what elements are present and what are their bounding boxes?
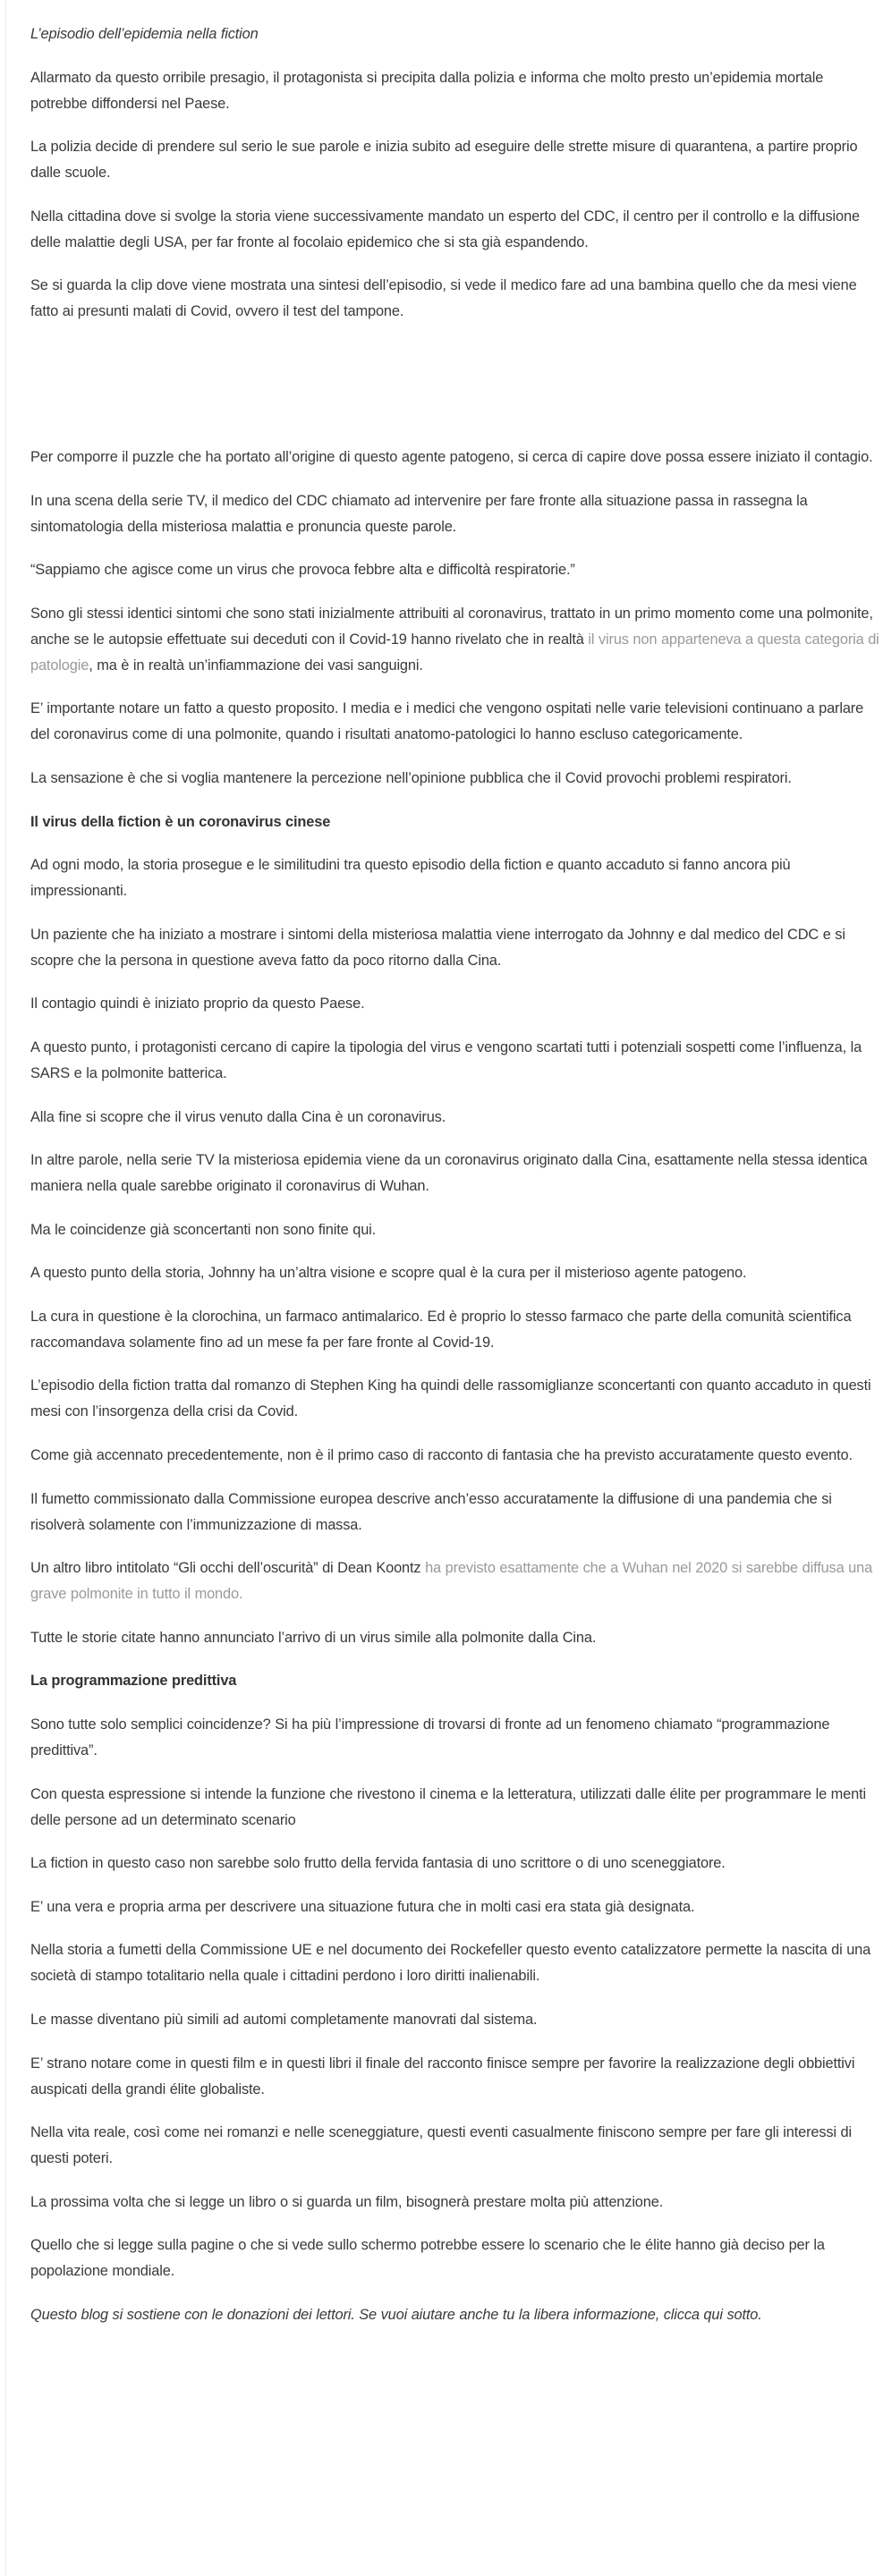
paragraph: Come già accennato precedentemente, non è il primo caso di racconto di fantasia che ha previsto accuratamente questo evento. — [30, 1447, 853, 1464]
paragraph-with-link — [30, 601, 879, 679]
paragraph: Alla fine si scopre che il virus venuto dalla Cina è un coronavirus. — [30, 1108, 446, 1125]
paragraph: Ad ogni modo, la storia prosegue e le similitudini tra questo episodio della fiction e quanto accaduto si fanno ancora più impressionanti. — [30, 857, 791, 900]
paragraph: E’ una vera e propria arma per descrivere una situazione futura che in molti casi era stata già designata. — [30, 1898, 695, 1915]
paragraph: La cura in questione è la clorochina, un farmaco antimalarico. Ed è proprio lo stesso farmaco che parte della comunità scientifica raccomandava solamente fino ad un mese fa per fare fronte al Covid-19. — [30, 1308, 852, 1351]
paragraph: Il fumetto commissionato dalla Commissione europea descrive anch’esso accuratamente la diffusione di una pandemia che si risolverà solamente con l’immunizzazione di massa. — [30, 1490, 832, 1533]
paragraph: In altre parole, nella serie TV la misteriosa epidemia viene da un coronavirus originato dalla Cina, esattamente nella stessa identica maniera nella quale sarebbe originato il coronavirus di Wuhan. — [30, 1152, 868, 1195]
text-segment: , ma è in realtà un’infiammazione dei vasi sanguigni. — [89, 657, 423, 674]
paragraph-with-link — [30, 1555, 879, 1607]
dean-koontz-link[interactable]: ha previsto esattamente che a Wuhan nel 2020 si sarebbe diffusa una grave polmonite in tutto il mondo. — [30, 1560, 873, 1603]
paragraph: Nella vita reale, così come nei romanzi e nelle sceneggiature, questi eventi casualmente finiscono sempre per fare gli interessi di questi poteri. — [30, 2124, 852, 2167]
paragraph: Le masse diventano più simili ad automi completamente manovrati dal sistema. — [30, 2012, 538, 2028]
autopsy-article-link[interactable]: il virus non apparteneva a questa categoria di patologie — [30, 631, 879, 674]
paragraph: L’episodio della fiction tratta dal romanzo di Stephen King ha quindi delle rassomiglianze sconcertanti con quanto accaduto in questi mesi con l’insorgenza della crisi da Covid. — [30, 1377, 871, 1420]
paragraph: La fiction in questo caso non sarebbe solo frutto della fervida fantasia di uno scrittore o di uno sceneggiatore. — [30, 1855, 726, 1872]
donation-note-italic: Questo blog si sostiene con le donazioni dei lettori. Se vuoi aiutare anche tu la libera informazione, clicca qui sotto. — [30, 2306, 762, 2323]
paragraph: Il contagio quindi è iniziato proprio da questo Paese. — [30, 996, 365, 1013]
section-intro-italic: L’episodio dell’epidemia nella fiction — [30, 26, 259, 42]
paragraph: La prossima volta che si legge un libro o si guarda un film, bisognerà prestare molta più attenzione. — [30, 2193, 664, 2210]
paragraph: Tutte le storie citate hanno annunciato l’arrivo di un virus simile alla polmonite dalla Cina. — [30, 1629, 597, 1646]
paragraph: In una scena della serie TV, il medico del CDC chiamato ad intervenire per fare fronte alla situazione passa in rassegna la sintomatologia della misteriosa malattia e pronuncia queste parole. — [30, 492, 808, 535]
paragraph: E’ importante notare un fatto a questo proposito. I media e i medici che vengono ospitati nelle varie televisioni continuano a parlare del coronavirus come di una polmonite, quando i risultati anatomo-patologici lo hanno escluso categoricamente. — [30, 700, 864, 743]
paragraph: Ma le coincidenze già sconcertanti non sono finite qui. — [30, 1221, 377, 1238]
embedded-video-placeholder[interactable] — [30, 343, 879, 445]
quote-paragraph: “Sappiamo che agisce come un virus che provoca febbre alta e difficoltà respiratorie.” — [30, 562, 575, 579]
section-heading-predictive-programming: La programmazione predittiva — [30, 1673, 237, 1690]
article-body — [5, 0, 883, 2576]
paragraph: La polizia decide di prendere sul serio le sue parole e inizia subito ad eseguire delle strette misure di quarantena, a partire proprio dalle scuole. — [30, 139, 858, 182]
paragraph: Se si guarda la clip dove viene mostrata una sintesi dell’episodio, si vede il medico fare ad una bambina quello che da mesi viene fatto ai presunti malati di Covid, ovvero il test del tampone. — [30, 277, 857, 320]
paragraph: A questo punto, i protagonisti cercano di capire la tipologia del virus e vengono scartati tutti i potenziali sospetti come l’influenza, la SARS e la polmonite batterica. — [30, 1038, 862, 1081]
paragraph: Allarmato da questo orribile presagio, il protagonista si precipita dalla polizia e informa che molto presto un’epidemia mortale potrebbe diffondersi nel Paese. — [30, 69, 824, 112]
paragraph: Un paziente che ha iniziato a mostrare i sintomi della misteriosa malattia viene interrogato da Johnny e dal medico del CDC e si scopre che la persona in questione aveva fatto da poco ritorno dalla Cina. — [30, 926, 845, 969]
paragraph: La sensazione è che si voglia mantenere la percezione nell’opinione pubblica che il Covid provochi problemi respiratori. — [30, 769, 792, 786]
paragraph: E’ strano notare come in questi film e in questi libri il finale del racconto finisce sempre per favorire la realizzazione degli obbiettivi auspicati della grandi élite globaliste. — [30, 2055, 855, 2097]
paragraph: Nella storia a fumetti della Commissione UE e nel documento dei Rockefeller questo evento catalizzatore permette la nascita di una società di stampo totalitario nella quale i cittadini perdono i loro diritti inalienabili. — [30, 1942, 871, 1985]
paragraph: Con questa espressione si intende la funzione che rivestono il cinema e la letteratura, utilizzati dalle élite per programmare le menti delle persone ad un determinato scenario — [30, 1785, 866, 1828]
text-segment: Un altro libro intitolato “Gli occhi dell’oscurità” di Dean Koontz — [30, 1560, 426, 1577]
paragraph: Nella cittadina dove si svolge la storia viene successivamente mandato un esperto del CDC, il centro per il controllo e la diffusione delle malattie degli USA, per far fronte al focolaio epidemico che si sta già espandendo. — [30, 208, 860, 250]
section-heading-chinese-coronavirus: Il virus della fiction è un coronavirus cinese — [30, 813, 331, 830]
paragraph: A questo punto della storia, Johnny ha un’altra visione e scopre qual è la cura per il misterioso agente patogeno. — [30, 1265, 747, 1282]
text-segment: Sono gli stessi identici sintomi che sono stati inizialmente attribuiti al coronavirus, trattato in un primo momento come una polmonite, anche se le autopsie effettuate sui deceduti con il Covid-19 hanno rivelato che in realtà — [30, 605, 873, 648]
paragraph: Quello che si legge sulla pagine o che si vede sullo schermo potrebbe essere lo scenario che le élite hanno già deciso per la popolazione mondiale. — [30, 2237, 825, 2280]
paragraph: Sono tutte solo semplici coincidenze? Si ha più l’impressione di trovarsi di fronte ad un fenomeno chiamato “programmazione predittiva”. — [30, 1716, 830, 1759]
paragraph: Per comporre il puzzle che ha portato all’origine di questo agente patogeno, si cerca di capire dove possa essere iniziato il contagio. — [30, 448, 873, 465]
